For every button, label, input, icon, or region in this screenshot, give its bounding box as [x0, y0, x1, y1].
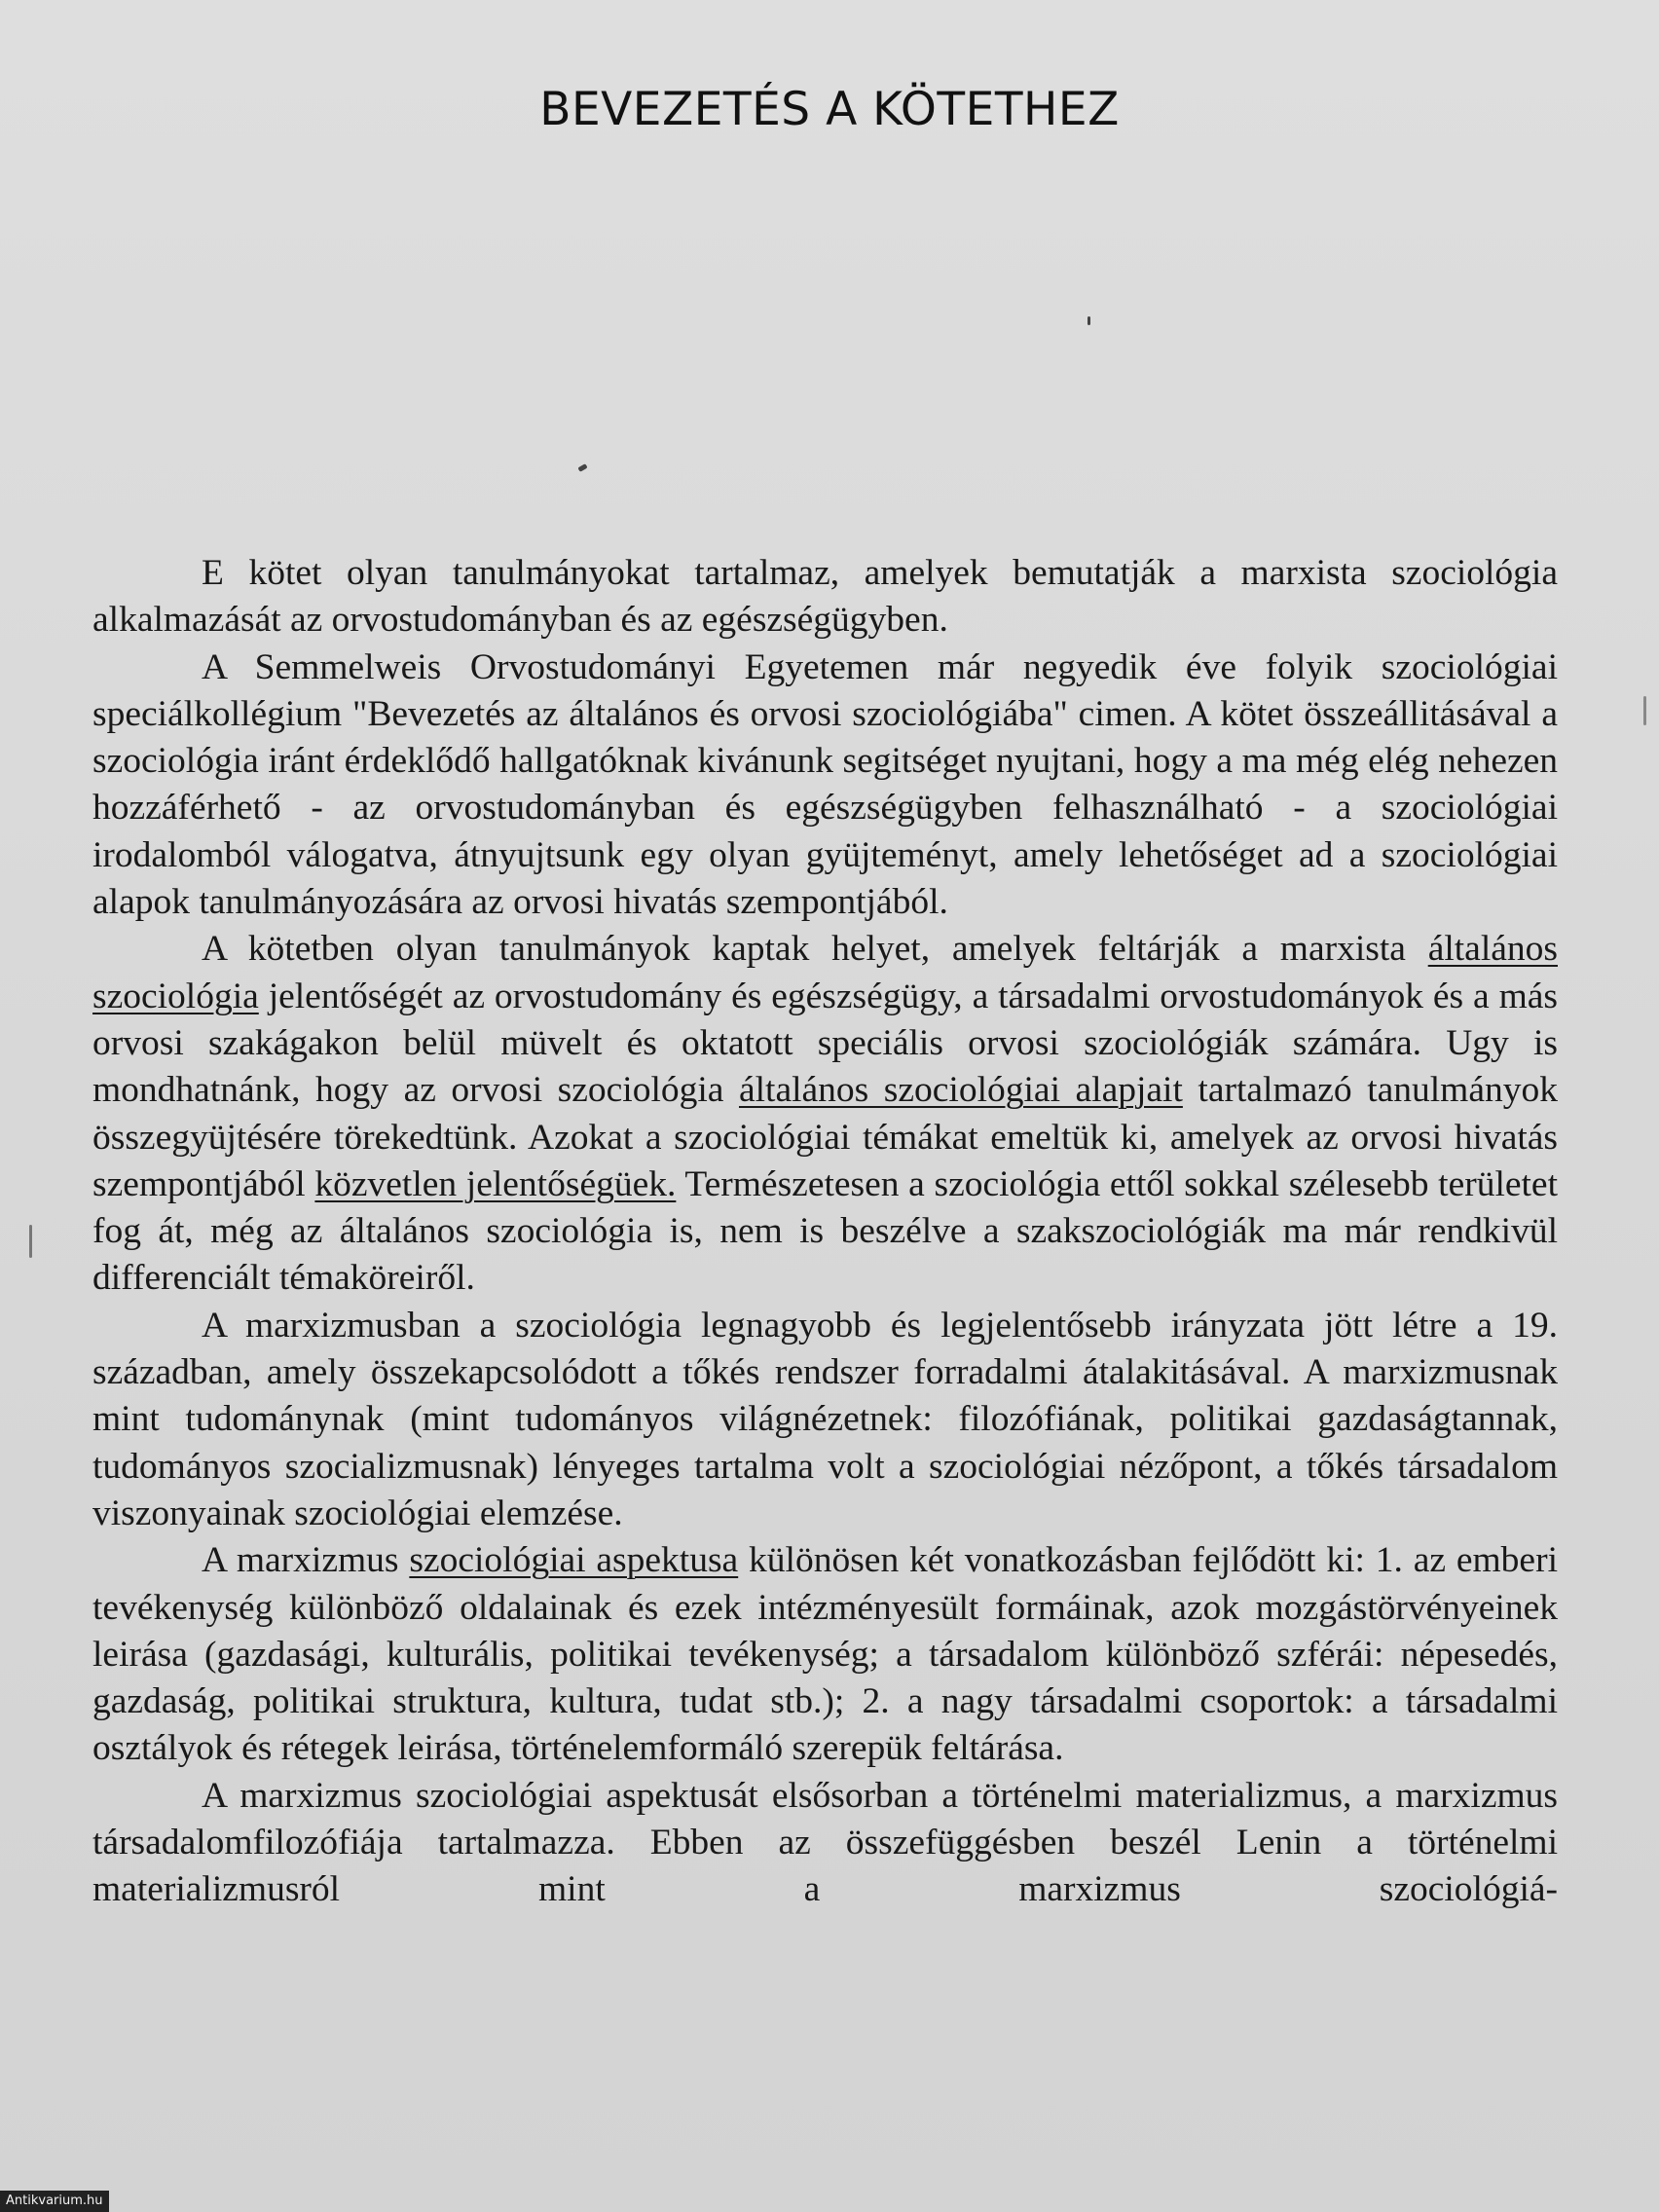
underlined-phrase: közvetlen jelentőségüek. [314, 1163, 677, 1204]
text-span: tartalmazó tanulmányok összegyüjtésére törekedtünk. Azokat a szociológiai témákat emeltük ki, amelyek az orvosi hivatás szempontjából [92, 1070, 1558, 1204]
watermark: Antikvarium.hu [0, 2191, 109, 2212]
text-span: A marxizmus [202, 1540, 410, 1581]
text-span: jelentőségét az orvostudomány és egészségügy, a társadalmi orvostudományok és a más orvosi szakágakon belül müvelt és oktatott speciális orvosi szociológiák számára. Ugy is mondhatnánk, hogy az orvosi szociológia [92, 976, 1558, 1111]
paragraph-4: A marxizmusban a szociológia legnagyobb és legjelentősebb irányzata jött létre a 19. században, amely összekapcsolódott a tőkés rendszer forradalmi átalakitásával. A marxizmusnak mint tudománynak (mint tudományos világnézetnek: filozófiának, politikai gazdaságtannak, tudományos szocializmusnak) lényeges tartalma volt a szociológiai nézőpont, a tőkés társadalom viszonyainak szociológiai elemzése. [92, 1305, 1558, 1533]
paragraph-1: E kötet olyan tanulmányokat tartalmaz, amelyek bemutatják a marxista szociológia alkalmazását az orvostudományban és az egészségügyben. [92, 553, 1558, 641]
underlined-phrase: általános szociológia [92, 929, 1558, 1016]
ink-speck [29, 1225, 32, 1258]
ink-speck [1088, 316, 1090, 325]
paragraph-2: A Semmelweis Orvostudományi Egyetemen már negyedik éve folyik szociológiai speciálkollégium "Bevezetés az általános és orvosi szociológiába" cimen. A kötet összeállitásával a szociológia iránt érdeklődő hallgatóknak kivánunk segitséget nyujtani, hogy a ma még elég nehezen hozzáférhető - az orvostudományban és egészségügyben felhasználható - a szociológiai irodalomból válogatva, átnyujtsunk egy olyan gyüjteményt, amely lehetőséget ad a szociológiai alapok tanulmányozására az orvosi hivatás szempontjából. [92, 646, 1558, 923]
body-text [92, 550, 1558, 1914]
paragraph-6: A marxizmus szociológiai aspektusát elsősorban a történelmi materializmus, a marxizmus társadalomfilozófiája tartalmazza. Ebben az összefüggésben beszél Lenin a történelmi materializmusról mint a marxizmus szociológiá- [92, 1775, 1558, 1910]
paragraph-3 [92, 926, 1558, 1302]
underlined-phrase: szociológiai aspektusa [409, 1540, 739, 1581]
paragraph-5 [92, 1537, 1558, 1772]
text-span: különösen két vonatkozásban fejlődött ki: 1. az emberi tevékenység különböző oldalainak és ezek intézményesült formáinak, azok mozgástörvényeinek leirása (gazdasági, kulturális, politikai tevékenység; a társadalom különböző szférái: népesedés, gazdaság, politikai struktura, kultura, tudat stb.); 2. a nagy társadalmi csoportok: a társadalmi osztályok és rétegek leirása, történelemformáló szerepük feltárása. [92, 1540, 1558, 1769]
text-span: A kötetben olyan tanulmányok kaptak helyet, amelyek feltárják a marxista [202, 929, 1428, 970]
text-span: Természetesen a szociológia ettől sokkal szélesebb területet fog át, még az általános szociológia is, nem is beszélve a szakszociológiák ma már rendkivül differenciált témaköreiről. [92, 1163, 1558, 1299]
ink-speck [577, 463, 587, 472]
underlined-phrase: általános szociológiai alapjait [738, 1070, 1183, 1111]
ink-speck [1643, 696, 1646, 725]
page-title: BEVEZETÉS A KÖTETHEZ [539, 83, 1120, 136]
